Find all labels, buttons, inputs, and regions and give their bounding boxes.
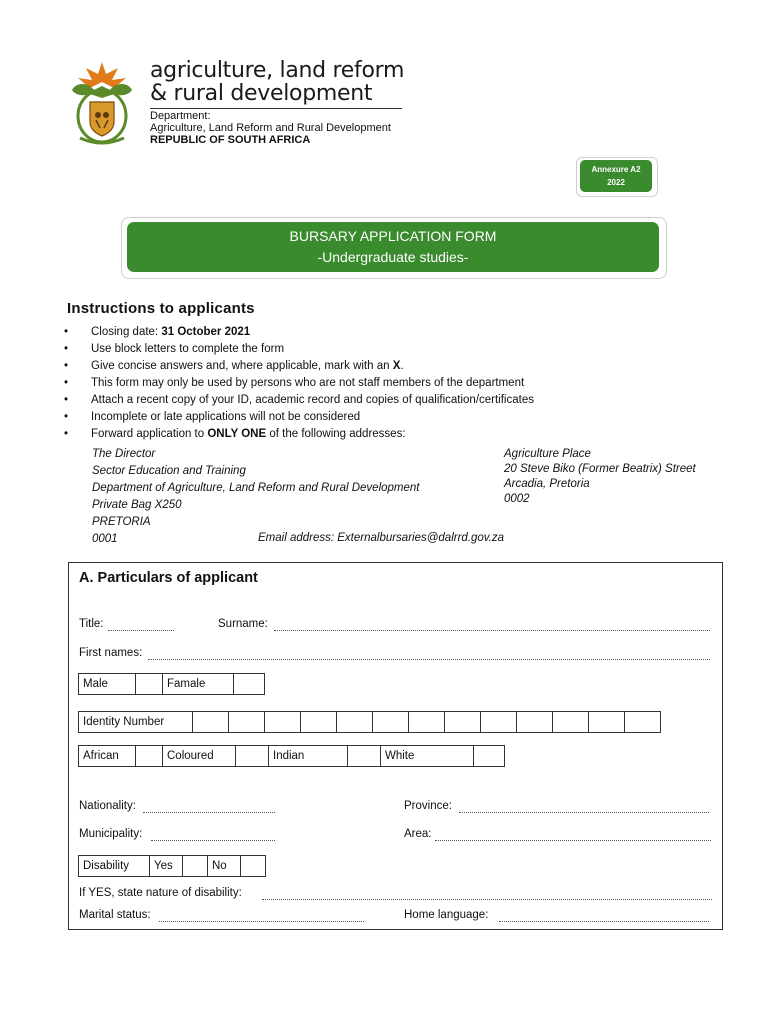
disability-no-label: No bbox=[208, 856, 241, 877]
gender-female-checkbox[interactable] bbox=[234, 674, 265, 695]
identity-number-label: Identity Number bbox=[79, 712, 193, 733]
first-names-field[interactable] bbox=[148, 659, 710, 660]
marital-status-field[interactable] bbox=[159, 921, 364, 922]
id-digit-box[interactable] bbox=[445, 712, 481, 733]
annexure-label: Annexure A2 bbox=[591, 165, 641, 174]
municipality-label: Municipality: bbox=[79, 828, 143, 840]
municipality-field[interactable] bbox=[151, 840, 275, 841]
list-item: • Closing date: 31 October 2021 bbox=[64, 324, 534, 341]
department-name: Agriculture, Land Reform and Rural Development bbox=[150, 122, 391, 134]
title-field[interactable] bbox=[108, 630, 174, 631]
address-arcadia: Agriculture Place 20 Steve Biko (Former Beatrix) Street Arcadia, Pretoria 0002 bbox=[504, 448, 696, 505]
header-divider bbox=[150, 108, 402, 109]
disability-no-checkbox[interactable] bbox=[241, 856, 266, 877]
disability-nature-label: If YES, state nature of disability: bbox=[79, 887, 242, 899]
race-table bbox=[78, 745, 505, 767]
id-digit-box[interactable] bbox=[553, 712, 589, 733]
instructions-heading: Instructions to applicants bbox=[67, 300, 255, 317]
race-coloured-label: Coloured bbox=[163, 746, 236, 767]
race-indian-checkbox[interactable] bbox=[348, 746, 381, 767]
list-item: • Give concise answers and, where applicable, mark with an X. bbox=[64, 358, 534, 375]
form-subtitle: -Undergraduate studies- bbox=[317, 249, 469, 265]
marital-status-label: Marital status: bbox=[79, 909, 151, 921]
province-field[interactable] bbox=[459, 812, 709, 813]
title-label: Title: bbox=[79, 618, 104, 630]
race-african-label: African bbox=[79, 746, 136, 767]
nationality-label: Nationality: bbox=[79, 800, 136, 812]
race-coloured-checkbox[interactable] bbox=[236, 746, 269, 767]
home-language-field[interactable] bbox=[499, 921, 709, 922]
form-title: BURSARY APPLICATION FORM bbox=[289, 228, 497, 244]
home-language-label: Home language: bbox=[404, 909, 489, 921]
province-label: Province: bbox=[404, 800, 452, 812]
gender-male-checkbox[interactable] bbox=[136, 674, 163, 695]
nationality-field[interactable] bbox=[143, 812, 275, 813]
identity-number-table bbox=[78, 711, 661, 733]
surname-label: Surname: bbox=[218, 618, 268, 630]
id-digit-box[interactable] bbox=[193, 712, 229, 733]
disability-nature-field[interactable] bbox=[262, 899, 712, 900]
area-label: Area: bbox=[404, 828, 432, 840]
race-african-checkbox[interactable] bbox=[136, 746, 163, 767]
id-digit-box[interactable] bbox=[337, 712, 373, 733]
id-digit-box[interactable] bbox=[265, 712, 301, 733]
id-digit-box[interactable] bbox=[373, 712, 409, 733]
department-label: Department: bbox=[150, 110, 211, 122]
gender-male-label: Male bbox=[79, 674, 136, 695]
id-digit-box[interactable] bbox=[409, 712, 445, 733]
annexure-badge bbox=[580, 160, 652, 192]
surname-field[interactable] bbox=[274, 630, 710, 631]
race-white-label: White bbox=[381, 746, 474, 767]
id-digit-box[interactable] bbox=[229, 712, 265, 733]
brand-line-1: agriculture, land reform bbox=[150, 58, 405, 83]
coat-of-arms-logo bbox=[66, 60, 138, 148]
id-digit-box[interactable] bbox=[481, 712, 517, 733]
id-digit-box[interactable] bbox=[301, 712, 337, 733]
disability-yes-label: Yes bbox=[150, 856, 183, 877]
form-title-banner bbox=[127, 222, 659, 272]
race-indian-label: Indian bbox=[269, 746, 348, 767]
instructions-list bbox=[64, 324, 534, 443]
country-name: REPUBLIC OF SOUTH AFRICA bbox=[150, 134, 311, 146]
first-names-label: First names: bbox=[79, 647, 143, 659]
disability-yes-checkbox[interactable] bbox=[183, 856, 208, 877]
id-digit-box[interactable] bbox=[589, 712, 625, 733]
disability-table bbox=[78, 855, 266, 877]
list-item: • Use block letters to complete the form bbox=[64, 341, 534, 358]
list-item: • Attach a recent copy of your ID, academic record and copies of qualification/certificates bbox=[64, 392, 534, 409]
email-address[interactable]: Email address: Externalbursaries@dalrrd.gov.za bbox=[258, 532, 505, 544]
list-item: • Forward application to ONLY ONE of the following addresses: bbox=[64, 426, 534, 443]
annexure-year: 2022 bbox=[607, 178, 625, 187]
list-item: • Incomplete or late applications will not be considered bbox=[64, 409, 534, 426]
address-pretoria: The Director Sector Education and Training Department of Agriculture, Land Reform and Rural Development Private Bag X250 PRETORIA 0001 bbox=[92, 448, 420, 545]
brand-line-2: & rural development bbox=[150, 81, 373, 106]
gender-female-label: Famale bbox=[163, 674, 234, 695]
id-digit-box[interactable] bbox=[625, 712, 661, 733]
area-field[interactable] bbox=[435, 840, 711, 841]
list-item: • This form may only be used by persons who are not staff members of the department bbox=[64, 375, 534, 392]
race-white-checkbox[interactable] bbox=[474, 746, 505, 767]
section-a-heading: A. Particulars of applicant bbox=[79, 570, 258, 586]
gender-table bbox=[78, 673, 265, 695]
disability-label: Disability bbox=[79, 856, 150, 877]
id-digit-box[interactable] bbox=[517, 712, 553, 733]
